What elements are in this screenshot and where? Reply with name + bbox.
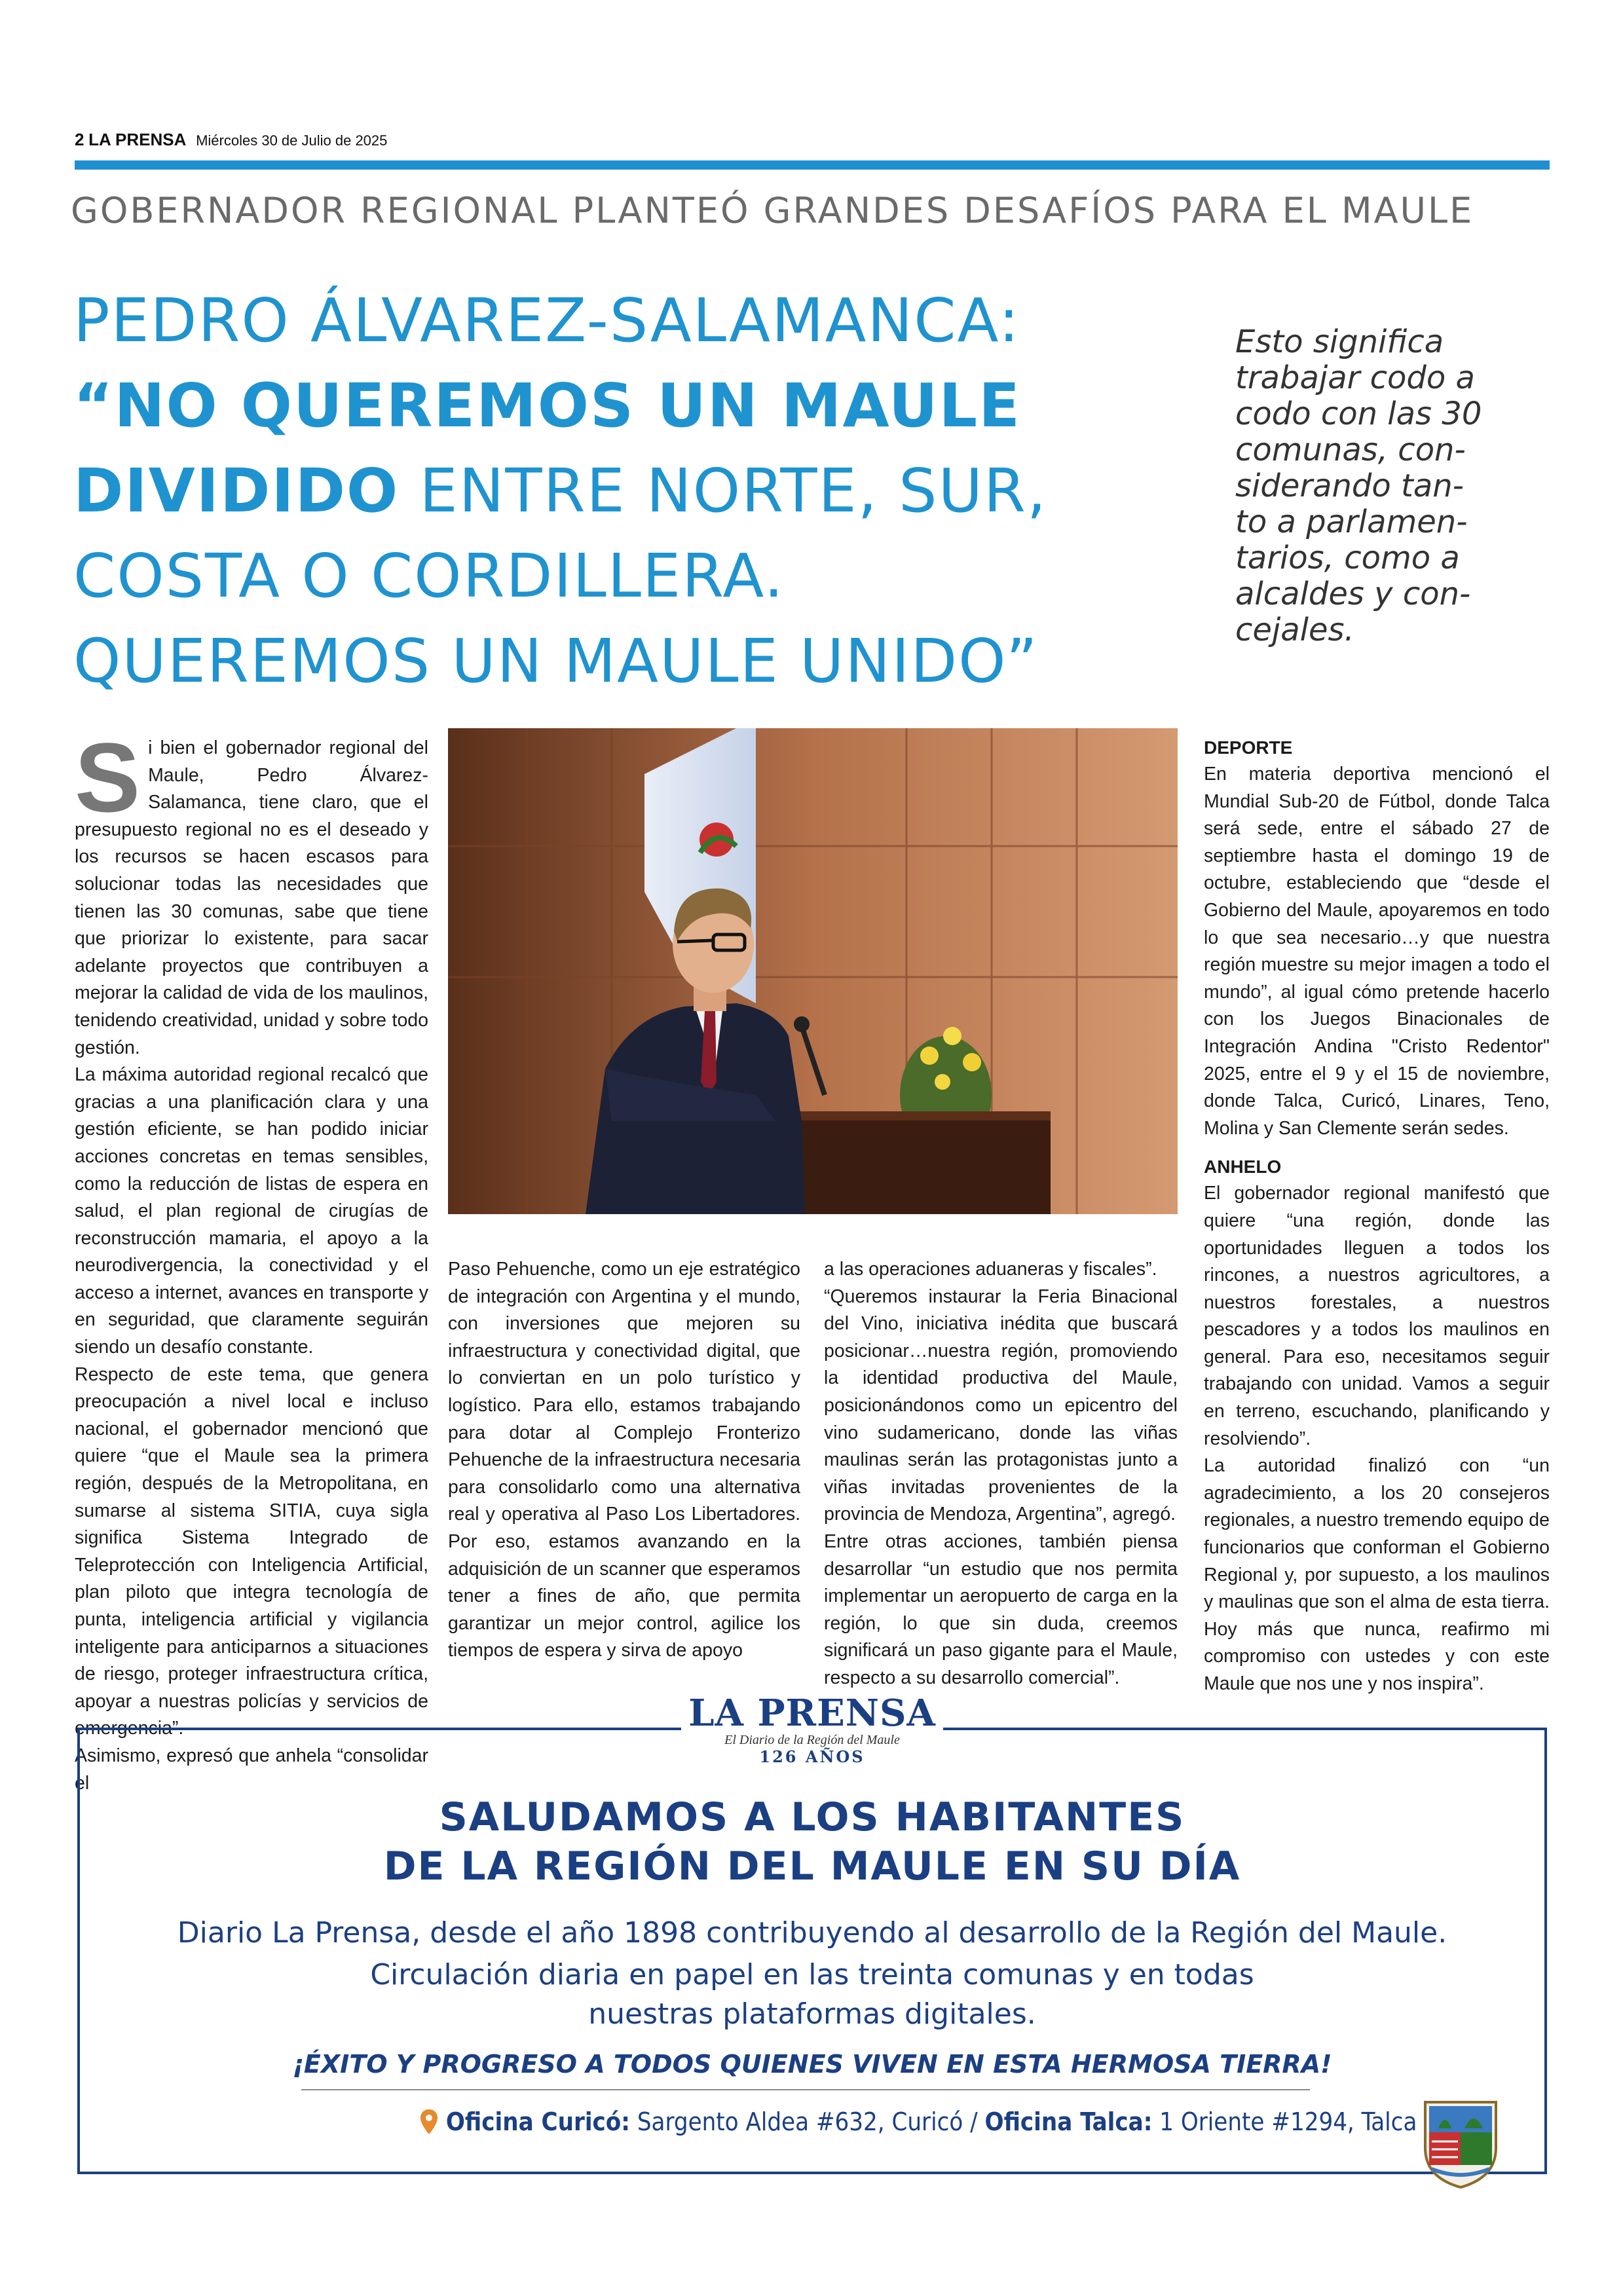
issue-date: Miércoles 30 de Julio de 2025 xyxy=(196,132,388,149)
headline-bold-word: DIVIDIDO xyxy=(73,456,400,526)
logo-name: LA PRENSA xyxy=(688,1692,936,1735)
headline-line-5: QUEREMOS UN MAULE UNIDO” xyxy=(73,626,1039,696)
article-paragraph: La máxima autoridad regional recalcó que gracias a una planificación clara y una gestión eficiente, se han podido iniciar acciones concretas en temas sensibles, como la reducción de listas de espera en salud, el plan regional de cirugías de reconstrucción mamaria, el apoyo a la neurodivergencia, la conectividad y el acceso a internet, avances en transporte y en seguridad, que claramente seguirán siendo un desafío constante. xyxy=(75,1064,428,1358)
pull-quote-line: Esto significa xyxy=(1235,324,1444,360)
article-column-1 xyxy=(75,722,428,1797)
ad-divider xyxy=(301,2089,1310,2090)
paper-name: LA PRENSA xyxy=(88,130,187,149)
ad-slogan: ¡ÉXITO Y PROGRESO A TODOS QUIENES VIVEN EN ESTA HERMOSA TIERRA! xyxy=(292,2050,1332,2079)
ad-body-line-3: nuestras plataformas digitales. xyxy=(588,1997,1036,2031)
article-column-4 xyxy=(1204,735,1550,1698)
section-heading-deporte: DEPORTE xyxy=(1204,737,1293,758)
pull-quote-line: alcaldes y con- xyxy=(1235,576,1471,612)
logo-years: 126 AÑOS xyxy=(759,1747,865,1766)
article-paragraph: Entre otras acciones, también piensa desarrollar “un estudio que nos permita implementar un aeropuerto de carga en la región, lo que sin duda, creemos significará un paso gigante para el Maule, respecto a su desarrollo comercial”. xyxy=(824,1530,1178,1688)
pull-quote-line: to a parlamen- xyxy=(1235,504,1468,540)
kicker: GOBERNADOR REGIONAL PLANTEÓ GRANDES DESAFÍOS PARA EL MAULE xyxy=(71,190,1474,231)
headline-line-4: COSTA O CORDILLERA. xyxy=(73,541,785,611)
headline-line-1: PEDRO ÁLVAREZ-SALAMANCA: xyxy=(73,286,1020,356)
page-number: 2 xyxy=(75,130,84,149)
section-heading-anhelo: ANHELO xyxy=(1204,1157,1282,1177)
ad-title-line-1: SALUDAMOS A LOS HABITANTES xyxy=(439,1794,1185,1840)
location-pin-icon xyxy=(419,2107,446,2136)
pull-quote-line: trabajar codo a xyxy=(1235,360,1475,396)
office-curico-address: Sargento Aldea #632, Curicó / xyxy=(629,2107,985,2136)
la-prensa-logo xyxy=(681,1694,943,1766)
ad-address xyxy=(419,2107,1417,2136)
pull-quote-line: comunas, con- xyxy=(1235,432,1466,468)
header-rule xyxy=(75,160,1550,170)
headline xyxy=(73,278,1180,704)
article-paragraph: Respecto de este tema, que genera preocupación a nivel local e incluso nacional, el gobernador mencionó que quiere “que el Maule sea la primera región, después de la Metropolitana, en sumarse al sistema SITIA, cuya sigla significa Sistema Integrado de Teleprotección con Inteligencia Artificial, plan piloto que integra tecnología de punta, inteligencia artificial y vigilancia inteligente para anticiparnos a situaciones de riesgo, proteger infraestructura crítica, apoyar a nuestras policías y servicios de emergencia”. xyxy=(75,1363,428,1739)
article-paragraph: i bien el gobernador regional del Maule, Pedro Álvarez-Salamanca, tiene claro, que el presupuesto regional no es el deseado y los recursos se hacen escasos para solucionar todas las necesidades que tienen las 30 comunas, sabe que tiene que priorizar lo existente, para sacar adelante proyectos que contribuyen a mejorar la calidad de vida de los maulinos, tenidendo creatividad, unidad y sobre todo gestión. xyxy=(75,737,428,1058)
article-paragraph: a las operaciones aduaneras y fiscales”. xyxy=(824,1259,1157,1280)
governor-photo xyxy=(448,728,1178,1214)
article-paragraph: Paso Pehuenche, como un eje estratégico de integración con Argentina y el mundo, con inversiones que mejoren su infraestructura y conectividad digital, que lo conviertan en un polo turístico y logístico. Para ello, estamos trabajando para dotar al Complejo Fronterizo Pehuenche de la infraestructura necesaria para consolidarlo como una alternativa real y operativa al Paso Los Libertadores. Por eso, estamos avanzando en la adquisición de un scanner que esperamos tener a fines de año, que permita garantizar un mejor control, agilice los tiempos de espera y sirva de apoyo xyxy=(448,1259,800,1661)
article-paragraph: Asimismo, expresó que anhela “consolidar el xyxy=(75,1745,428,1794)
ad-title-line-2: DE LA REGIÓN DEL MAULE EN SU DÍA xyxy=(383,1843,1241,1889)
pull-quote-line: codo con las 30 xyxy=(1235,396,1482,432)
article-column-3 xyxy=(824,1256,1178,1692)
drop-cap: S xyxy=(75,722,141,832)
pull-quote-line: tarios, como a xyxy=(1235,540,1460,576)
office-curico-label: Oficina Curicó: xyxy=(445,2107,630,2136)
article-column-2 xyxy=(448,1256,800,1665)
regional-crest-icon xyxy=(1419,2096,1502,2194)
office-talca-label: Oficina Talca: xyxy=(984,2107,1153,2136)
pull-quote-line: siderando tan- xyxy=(1235,468,1464,504)
article-paragraph: El gobernador regional manifestó que quiere “una región, donde las oportunidades lleguen a todos los rincones, a nuestros agricultores, a nuestros forestales, a nuestros pescadores y a todos los maulinos en general. Para eso, necesitamos seguir trabajando con unidad. Vamos a seguir en terreno, escuchando, planificando y resolviendo”. xyxy=(1204,1183,1550,1449)
logo-subtitle: El Diario de la Región del Maule xyxy=(724,1733,900,1747)
ad-body-line-1: Diario La Prensa, desde el año 1898 contribuyendo al desarrollo de la Región del Maule. xyxy=(177,1916,1447,1950)
article-paragraph: La autoridad finalizó con “un agradecimiento, a los 20 consejeros regionales, a nuestro tremendo equipo de funcionarios que conforman el Gobierno Regional y, por supuesto, a los maulinos y maulinas que son el alma de esta tierra. Hoy más que nunca, reafirmo mi compromiso con ustedes y con este Maule que nos une y nos inspira”. xyxy=(1204,1455,1550,1694)
headline-line-2 xyxy=(73,363,1180,449)
office-talca-address: 1 Oriente #1294, Talca xyxy=(1152,2107,1417,2136)
ad-body-line-2: Circulación diaria en papel en las treinta comunas y en todas xyxy=(370,1958,1254,1991)
article-paragraph: En materia deportiva mencionó el Mundial Sub-20 de Fútbol, donde Talca será sede, entre el sábado 27 de septiembre hasta el domingo 19 de octubre, estableciendo que “desde el Gobierno del Maule, apoyaremos en todo lo que sea necesario…y que nuestra región muestre su mejor imagen a todo el mundo”, al igual cómo pretende hacerlo con los Juegos Binacionales de Integración Andina "Cristo Redentor" 2025, entre el 9 y el 15 de noviembre, donde Talca, Curicó, Linares, Teno, Molina y San Clemente serán sedes. xyxy=(1204,764,1550,1139)
headline-line-3 xyxy=(73,449,1180,534)
headline-line-3-rest: ENTRE NORTE, SUR, xyxy=(399,456,1048,526)
pull-quote xyxy=(1235,324,1510,648)
headline-line-2-text: “NO QUEREMOS UN MAULE xyxy=(73,371,1022,441)
pull-quote-line: cejales. xyxy=(1235,612,1354,648)
page-header xyxy=(75,130,387,150)
article-paragraph: “Queremos instaurar la Feria Binacional del Vino, iniciativa inédita que buscará posicionar…nuestra región, promoviendo la identidad productiva del Maule, posicionándonos como un epicentro del vino sudamericano, donde las viñas maulinas serán las protagonistas junto a viñas invitadas provenientes de la provincia de Mendoza, Argentina”, agregó. xyxy=(824,1286,1178,1525)
